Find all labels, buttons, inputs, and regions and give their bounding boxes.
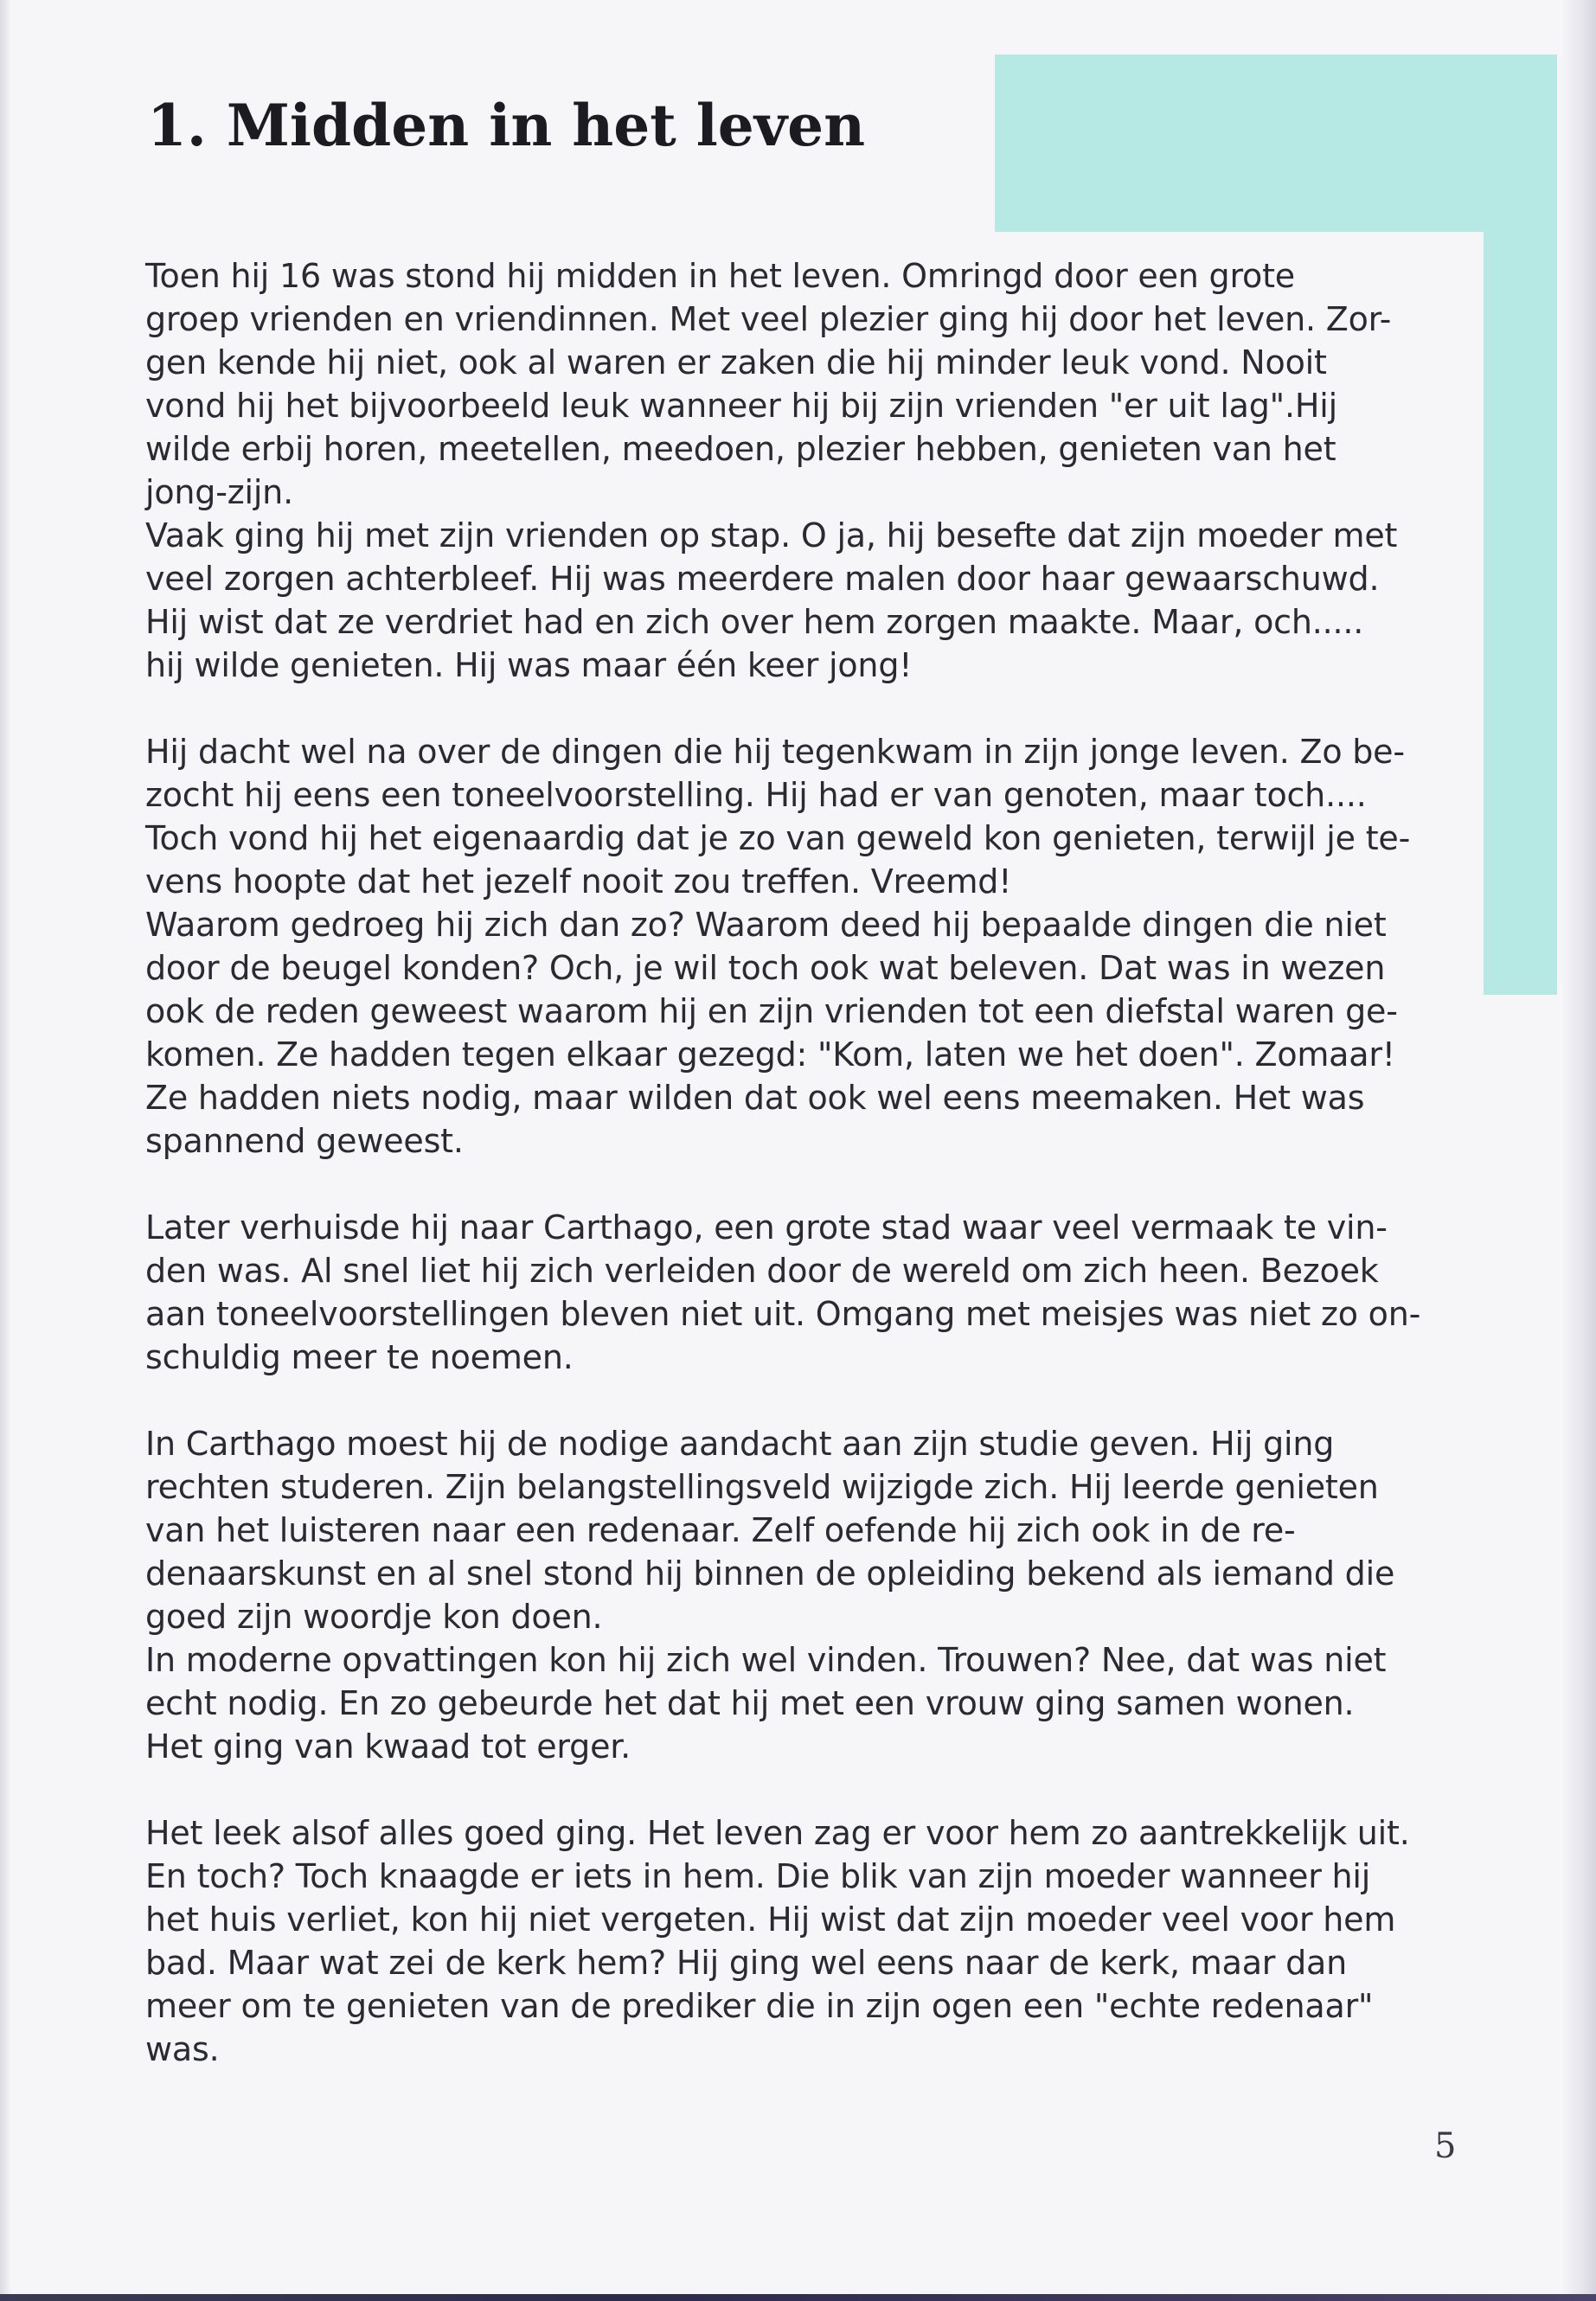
chapter-title: 1. Midden in het leven: [147, 92, 866, 159]
text-line: komen. Ze hadden tegen elkaar gezegd: "Kom, laten we het doen". Zomaar!: [145, 1035, 1395, 1074]
text-line: Het ging van kwaad tot erger.: [145, 1727, 631, 1766]
text-line: aan toneelvoorstellingen bleven niet uit. Omgang met meisjes was niet zo on-: [145, 1295, 1421, 1333]
text-line: Het leek alsof alles goed ging. Het leven zag er voor hem zo aantrekkelijk uit.: [145, 1814, 1410, 1852]
text-line: Hij dacht wel na over de dingen die hij tegenkwam in zijn jonge leven. Zo be-: [145, 733, 1405, 771]
page-bottom-edge: [0, 2294, 1596, 2301]
text-line: In Carthago moest hij de nodige aandacht aan zijn studie geven. Hij ging: [145, 1425, 1335, 1463]
paragraph: [145, 1422, 1465, 1768]
text-line: groep vrienden en vriendinnen. Met veel plezier ging hij door het leven. Zor-: [145, 300, 1392, 338]
paragraph: [145, 254, 1465, 687]
text-line: hij wilde genieten. Hij was maar één keer jong!: [145, 646, 913, 684]
text-line: Toen hij 16 was stond hij midden in het leven. Omringd door een grote: [145, 257, 1295, 295]
text-line: was.: [145, 2030, 220, 2068]
text-line: gen kende hij niet, ook al waren er zaken die hij minder leuk vond. Nooit: [145, 343, 1327, 381]
text-line: goed zijn woordje kon doen.: [145, 1598, 603, 1636]
text-line: meer om te genieten van de prediker die in zijn ogen een "echte redenaar": [145, 1987, 1374, 2025]
text-line: Later verhuisde hij naar Carthago, een grote stad waar veel vermaak te vin-: [145, 1208, 1388, 1247]
text-line: Toch vond hij het eigenaardig dat je zo van geweld kon genieten, terwijl je te-: [145, 819, 1411, 857]
text-line: het huis verliet, kon hij niet vergeten. Hij wist dat zijn moeder veel voor hem: [145, 1900, 1396, 1939]
text-line: Waarom gedroeg hij zich dan zo? Waarom deed hij bepaalde dingen die niet: [145, 906, 1387, 944]
text-line: zocht hij eens een toneelvoorstelling. Hij had er van genoten, maar toch....: [145, 776, 1367, 814]
page-left-edge: [0, 0, 10, 2301]
page-right-edge: [1561, 0, 1596, 2301]
text-line: En toch? Toch knaagde er iets in hem. Die blik van zijn moeder wanneer hij: [145, 1857, 1371, 1895]
decorative-teal-block: [995, 54, 1557, 232]
text-line: Ze hadden niets nodig, maar wilden dat ook wel eens meemaken. Het was: [145, 1079, 1365, 1117]
text-line: vens hoopte dat het jezelf nooit zou treffen. Vreemd!: [145, 862, 1012, 901]
chapter-body: [145, 254, 1465, 2114]
text-line: wilde erbij horen, meetellen, meedoen, plezier hebben, genieten van het: [145, 430, 1336, 468]
decorative-teal-bar: [1484, 54, 1557, 995]
text-line: rechten studeren. Zijn belangstellingsveld wijzigde zich. Hij leerde genieten: [145, 1468, 1379, 1506]
paragraph: [145, 1811, 1465, 2071]
text-line: jong-zijn.: [145, 473, 293, 511]
text-line: denaarskunst en al snel stond hij binnen de opleiding bekend als iemand die: [145, 1554, 1395, 1593]
text-line: echt nodig. En zo gebeurde het dat hij met een vrouw ging samen wonen.: [145, 1684, 1355, 1722]
text-line: In moderne opvattingen kon hij zich wel vinden. Trouwen? Nee, dat was niet: [145, 1641, 1387, 1679]
text-line: vond hij het bijvoorbeeld leuk wanneer hij bij zijn vrienden "er uit lag".Hij: [145, 387, 1337, 425]
text-line: den was. Al snel liet hij zich verleiden door de wereld om zich heen. Bezoek: [145, 1252, 1379, 1290]
text-line: veel zorgen achterbleef. Hij was meerdere malen door haar gewaarschuwd.: [145, 560, 1380, 598]
text-line: bad. Maar wat zei de kerk hem? Hij ging wel eens naar de kerk, maar dan: [145, 1944, 1347, 1982]
text-line: Vaak ging hij met zijn vrienden op stap. O ja, hij besefte dat zijn moeder met: [145, 516, 1398, 554]
text-line: door de beugel konden? Och, je wil toch ook wat beleven. Dat was in wezen: [145, 949, 1386, 987]
text-line: spannend geweest.: [145, 1122, 464, 1160]
page-number: 5: [1434, 2126, 1457, 2166]
paragraph: [145, 1206, 1465, 1379]
paragraph: [145, 730, 1465, 1163]
text-line: ook de reden geweest waarom hij en zijn vrienden tot een diefstal waren ge-: [145, 992, 1398, 1030]
text-line: schuldig meer te noemen.: [145, 1338, 574, 1376]
text-line: van het luisteren naar een redenaar. Zelf oefende hij zich ook in de re-: [145, 1511, 1296, 1549]
text-line: Hij wist dat ze verdriet had en zich over hem zorgen maakte. Maar, och.....: [145, 603, 1364, 641]
